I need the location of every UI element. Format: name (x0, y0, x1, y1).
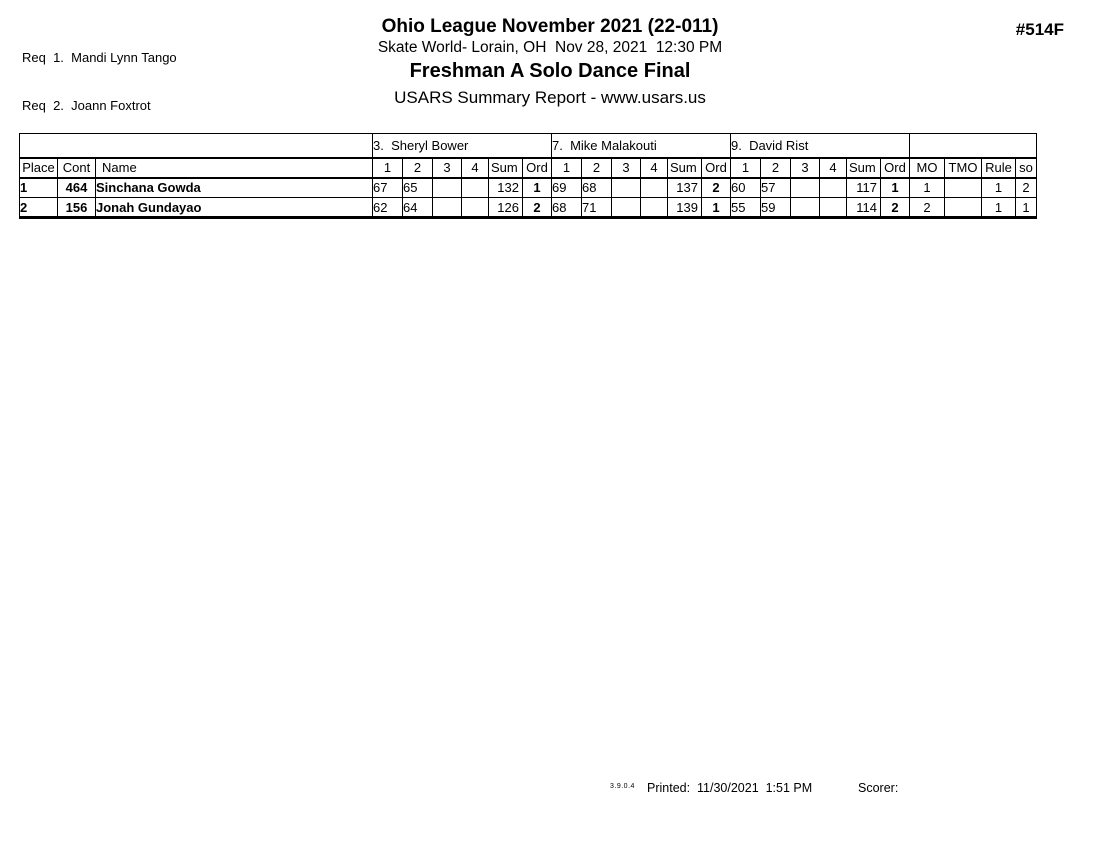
name-cell: Jonah Gundayao (96, 198, 373, 218)
col-header-name: Name (96, 158, 373, 178)
col-header-score-1: 1 (731, 158, 761, 178)
score-cell: 68 (582, 178, 612, 198)
result-row (20, 198, 1037, 218)
score-cell: 71 (582, 198, 612, 218)
ord-cell: 2 (702, 178, 731, 198)
sum-cell: 126 (489, 198, 523, 218)
score-cell (820, 198, 847, 218)
event-title: Ohio League November 2021 (22-011) (381, 16, 719, 37)
col-header-score-3: 3 (612, 158, 641, 178)
rule-cell: 1 (982, 198, 1016, 218)
col-header-sum: Sum (668, 158, 702, 178)
column-header-row (20, 158, 1037, 178)
division-title: Freshman A Solo Dance Final (409, 60, 691, 82)
col-header-rule: Rule (982, 158, 1016, 178)
col-header-cont: Cont (58, 158, 96, 178)
score-cell (820, 178, 847, 198)
ord-cell: 1 (881, 178, 910, 198)
so-cell: 1 (1016, 198, 1037, 218)
col-header-sum: Sum (847, 158, 881, 178)
ord-cell: 2 (523, 198, 552, 218)
name-cell: Sinchana Gowda (96, 178, 373, 198)
col-header-score-1: 1 (552, 158, 582, 178)
report-type-line: USARS Summary Report - www.usars.us (394, 88, 706, 107)
score-cell (791, 198, 820, 218)
report-header (0, 16, 1100, 110)
sum-cell: 132 (489, 178, 523, 198)
score-cell: 59 (761, 198, 791, 218)
score-cell (641, 178, 668, 198)
col-header-tmo: TMO (945, 158, 982, 178)
col-header-score-4: 4 (641, 158, 668, 178)
ord-cell: 1 (702, 198, 731, 218)
score-cell: 68 (552, 198, 582, 218)
col-header-mo: MO (910, 158, 945, 178)
col-header-score-4: 4 (462, 158, 489, 178)
report-footer (0, 781, 1100, 801)
tmo-cell (945, 198, 982, 218)
score-cell: 69 (552, 178, 582, 198)
req-line-1: Req 1. Mandi Lynn Tango (22, 50, 177, 65)
col-header-ord: Ord (702, 158, 731, 178)
tmo-cell (945, 178, 982, 198)
score-cell: 62 (373, 198, 403, 218)
req-line-2: Req 2. Joann Foxtrot (22, 98, 151, 113)
cont-cell: 156 (58, 198, 96, 218)
judge-2-name: 7. Mike Malakouti (552, 134, 731, 158)
judge-row-right-spacer (910, 134, 1037, 158)
judges-header-row (20, 134, 1037, 158)
result-row (20, 178, 1037, 198)
judge-row-left-spacer (20, 134, 373, 158)
score-cell: 64 (403, 198, 433, 218)
col-header-ord: Ord (523, 158, 552, 178)
score-cell: 55 (731, 198, 761, 218)
col-header-place: Place (20, 158, 58, 178)
rule-cell: 1 (982, 178, 1016, 198)
score-cell (433, 198, 462, 218)
col-header-sum: Sum (489, 158, 523, 178)
event-number: #514F (1015, 20, 1064, 39)
place-cell: 1 (20, 178, 58, 198)
col-header-so: so (1016, 158, 1037, 178)
ord-cell: 2 (881, 198, 910, 218)
score-cell (433, 178, 462, 198)
col-header-score-2: 2 (582, 158, 612, 178)
judge-1-name: 3. Sheryl Bower (373, 134, 552, 158)
sum-cell: 117 (847, 178, 881, 198)
place-cell: 2 (20, 198, 58, 218)
col-header-score-1: 1 (373, 158, 403, 178)
ord-cell: 1 (523, 178, 552, 198)
score-cell (462, 178, 489, 198)
judge-3-name: 9. David Rist (731, 134, 910, 158)
col-header-score-3: 3 (791, 158, 820, 178)
printed-timestamp: Printed: 11/30/2021 1:51 PM (647, 781, 813, 795)
score-cell: 65 (403, 178, 433, 198)
scorer-label: Scorer: (858, 781, 899, 795)
score-cell (791, 178, 820, 198)
mo-cell: 1 (910, 178, 945, 198)
score-cell (462, 198, 489, 218)
cont-cell: 464 (58, 178, 96, 198)
venue-date-line: Skate World- Lorain, OH Nov 28, 2021 12:30 PM (377, 39, 723, 56)
sum-cell: 137 (668, 178, 702, 198)
score-cell: 67 (373, 178, 403, 198)
results-table (19, 133, 1037, 219)
sum-cell: 139 (668, 198, 702, 218)
col-header-score-2: 2 (761, 158, 791, 178)
score-cell (612, 198, 641, 218)
score-cell: 60 (731, 178, 761, 198)
col-header-ord: Ord (881, 158, 910, 178)
software-version: 3.9.0.4 (610, 783, 635, 790)
mo-cell: 2 (910, 198, 945, 218)
score-cell (612, 178, 641, 198)
col-header-score-4: 4 (820, 158, 847, 178)
score-cell: 57 (761, 178, 791, 198)
so-cell: 2 (1016, 178, 1037, 198)
col-header-score-3: 3 (433, 158, 462, 178)
col-header-score-2: 2 (403, 158, 433, 178)
score-cell (641, 198, 668, 218)
sum-cell: 114 (847, 198, 881, 218)
